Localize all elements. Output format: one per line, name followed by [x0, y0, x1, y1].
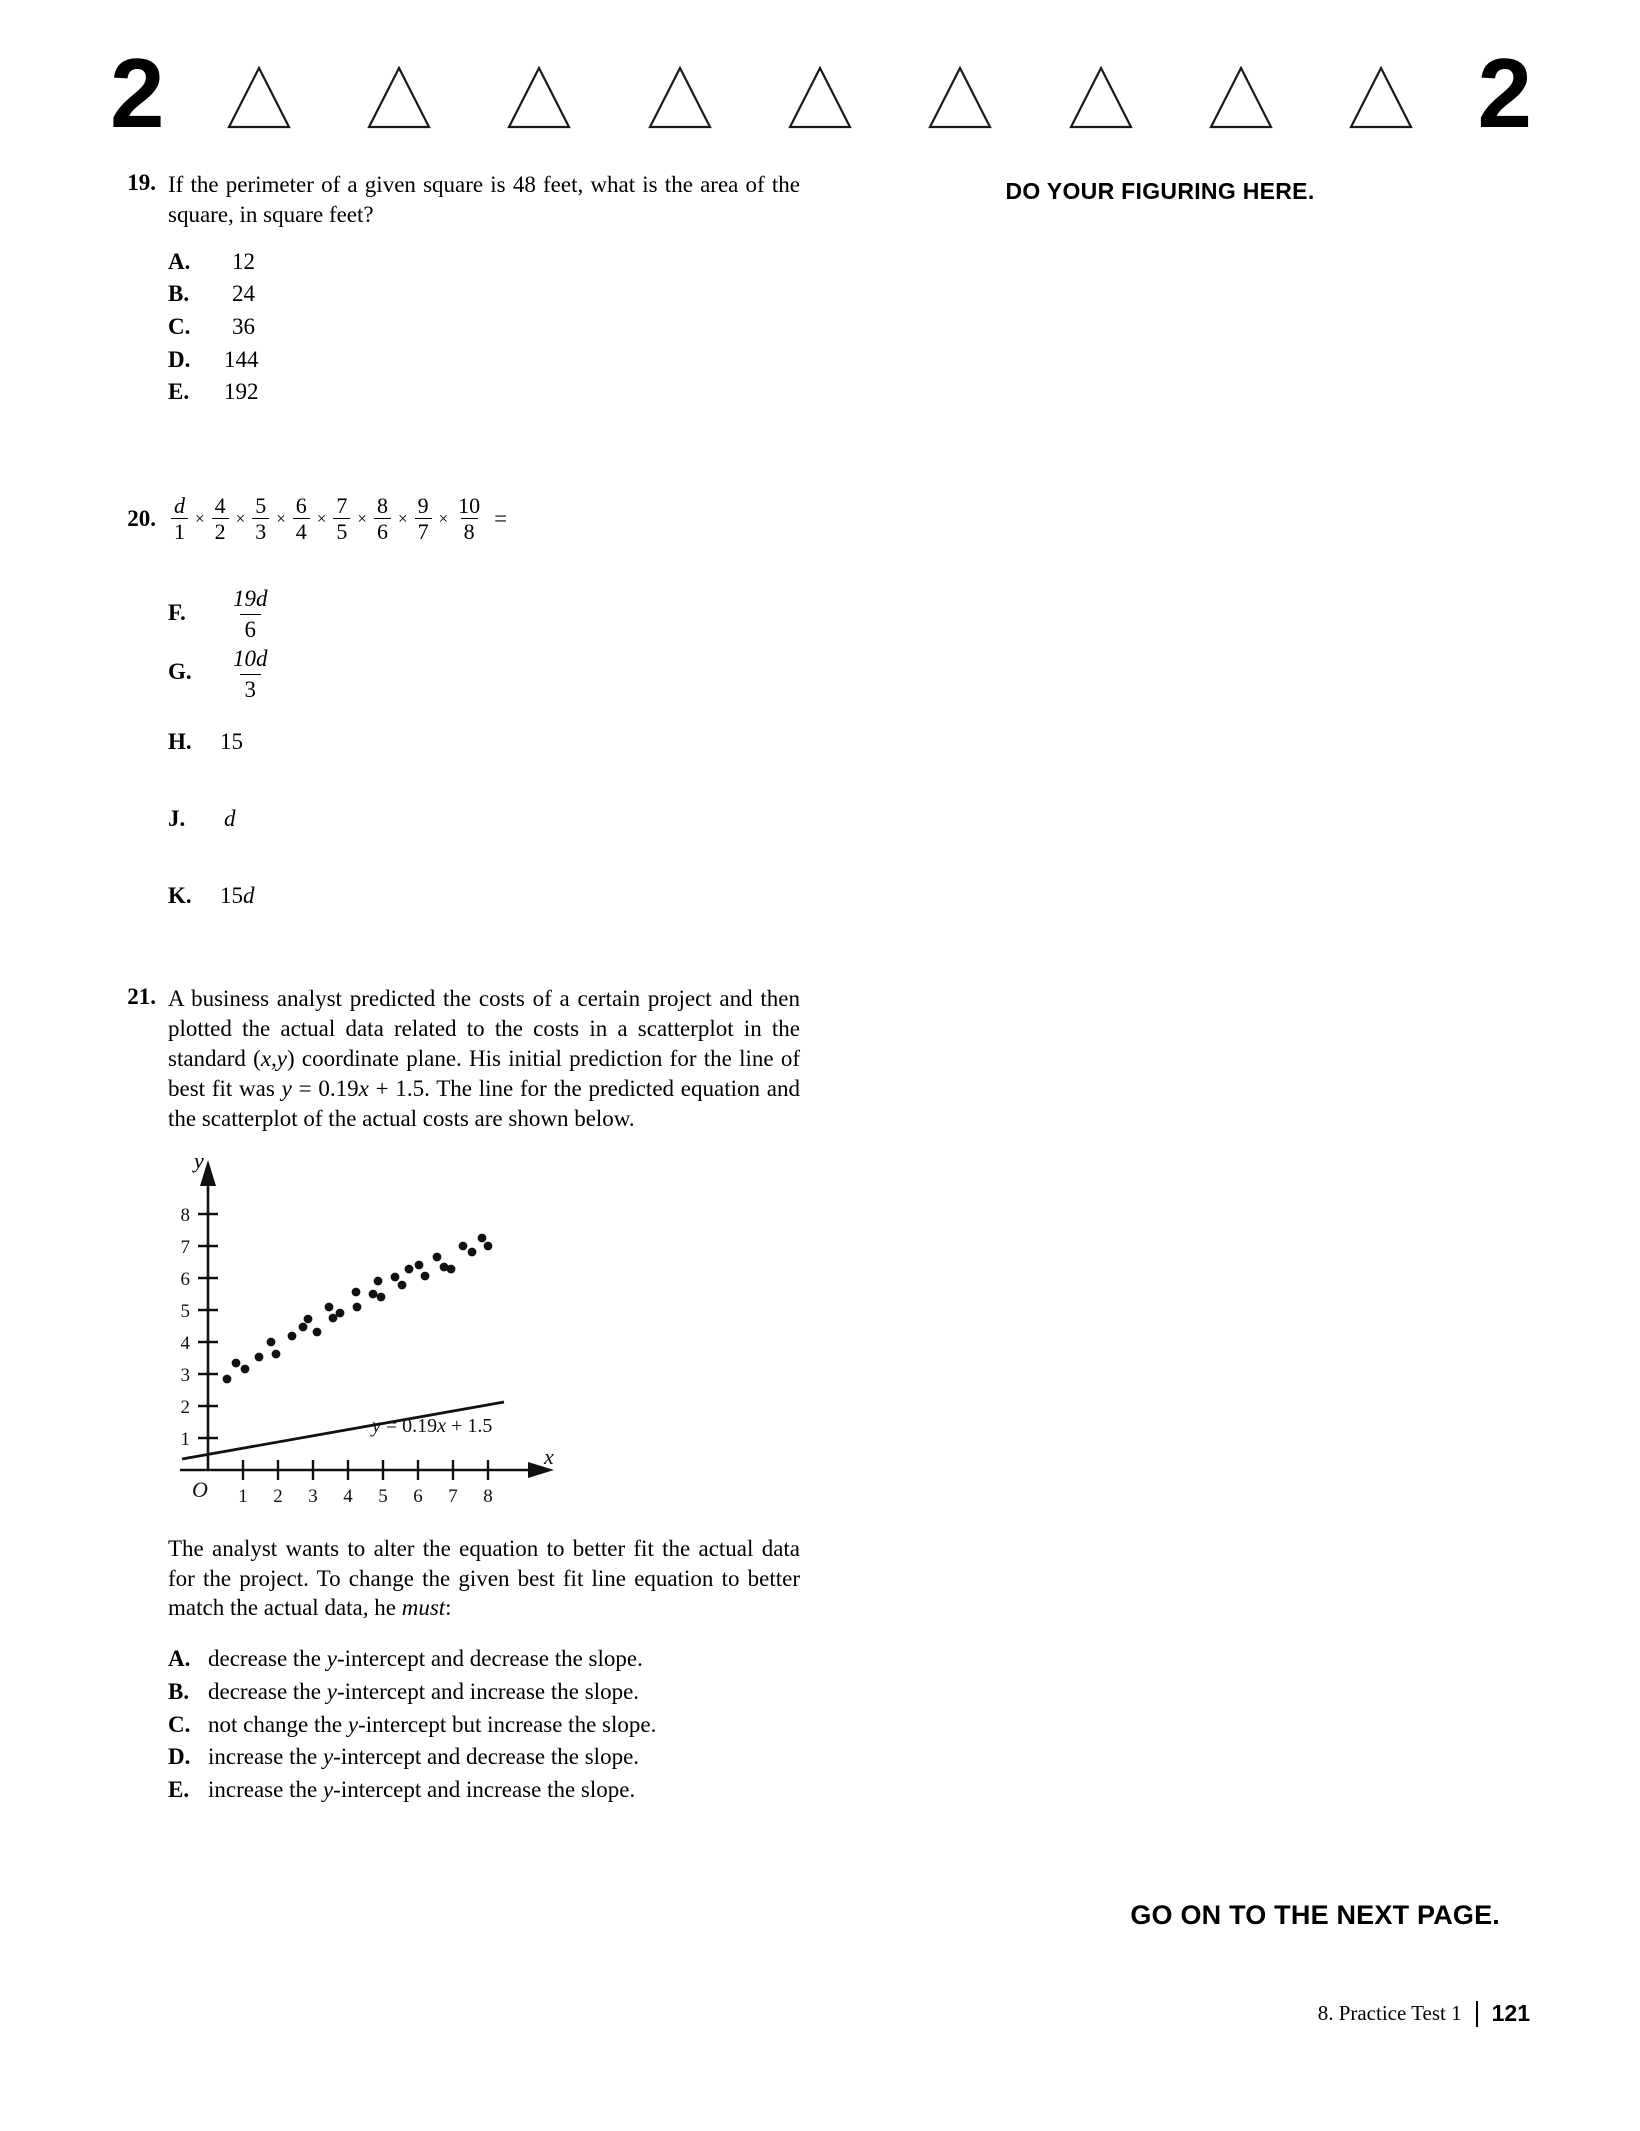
fraction-denominator: 5	[333, 518, 350, 543]
choice-letter: D.	[168, 1744, 191, 1770]
scatter-points	[223, 1233, 493, 1383]
choice-value: increase the y-intercept and increase the slope.	[208, 1776, 636, 1802]
triangle-icon	[1209, 65, 1273, 131]
fraction-numerator: 10d	[233, 645, 268, 671]
stem-eq-y: y	[281, 1075, 292, 1101]
choice-option[interactable]	[168, 1741, 800, 1774]
fraction-numerator: 6	[295, 493, 307, 519]
fraction-denominator: 7	[415, 518, 432, 543]
fraction-term	[333, 494, 350, 543]
svg-text:4: 4	[343, 1485, 353, 1507]
fraction-numerator: 7	[336, 493, 348, 519]
choice-value	[214, 583, 800, 643]
svg-text:6: 6	[413, 1485, 423, 1507]
choice-option[interactable]	[168, 726, 800, 759]
choice-letter: H.	[168, 729, 192, 755]
choice-letter: A.	[168, 248, 191, 274]
fraction-term	[171, 494, 188, 543]
choice-letter: E.	[168, 1776, 190, 1802]
scatterplot-figure	[168, 1147, 568, 1512]
question-20-expression	[168, 494, 800, 543]
choice-option[interactable]	[168, 246, 800, 279]
svg-text:2: 2	[180, 1396, 190, 1418]
choice-value: d	[224, 805, 236, 831]
choice-letter: C.	[168, 1711, 191, 1737]
fraction-numerator: d	[174, 493, 185, 519]
question-20	[110, 494, 800, 912]
triangle-icon	[1069, 65, 1133, 131]
choice-option[interactable]	[168, 1709, 800, 1742]
choice-value: decrease the y-intercept and increase the slope.	[208, 1679, 640, 1704]
choice-letter: C.	[168, 314, 191, 340]
page-footer	[1318, 2000, 1530, 2027]
choice-option[interactable]	[168, 278, 800, 311]
triangle-icon	[507, 65, 571, 131]
fraction-numerator: 10	[458, 493, 481, 519]
triangle-icon	[367, 65, 431, 131]
choice-letter: A.	[168, 1646, 191, 1672]
triangle-divider-row	[163, 65, 1478, 135]
fraction-term	[293, 494, 310, 543]
footer-page-number: 121	[1491, 2000, 1530, 2026]
fraction-denominator: 1	[171, 518, 188, 543]
choice-letter: D.	[168, 346, 191, 372]
choice-letter: B.	[168, 281, 190, 307]
multiply-sign: ×	[235, 508, 246, 528]
choice-option[interactable]	[168, 1676, 800, 1709]
fraction-numerator: 4	[214, 493, 226, 519]
choice-value: 15d	[220, 882, 255, 908]
question-21-number: 21.	[127, 984, 156, 1010]
svg-text:5: 5	[378, 1485, 388, 1507]
multiply-sign: ×	[195, 508, 205, 528]
triangle-icon	[1349, 65, 1413, 131]
triangle-icon	[227, 65, 291, 131]
choice-value: 144	[224, 346, 259, 372]
stem-text-part2: ) coordinate plane. His initial prediction for the line of best fit was	[168, 1046, 801, 1101]
question-21	[110, 984, 800, 1806]
origin-label: O	[192, 1476, 208, 1502]
fraction-numerator: 8	[376, 493, 388, 519]
followup-part1: The analyst wants to alter the equation to better fit the actual data for the project. To change the given best fit line equation to better match the actual data, he	[168, 1535, 800, 1621]
fraction-term	[212, 494, 229, 543]
choice-option[interactable]	[168, 803, 800, 836]
stem-eq-tail: + 1.5. The line for the predicted equation and the scatterplot of the actual costs are shown below.	[168, 1075, 800, 1131]
fraction-denominator: 4	[293, 518, 310, 543]
axis-title-x: x	[544, 1443, 554, 1469]
fraction-denominator: 8	[461, 518, 478, 543]
choice-option[interactable]	[168, 643, 800, 703]
choice-letter: E.	[168, 379, 190, 405]
y-axis-tick-labels	[181, 1205, 191, 1450]
footer-section-label: 8. Practice Test 1	[1317, 2001, 1462, 2025]
fraction-answer	[228, 646, 273, 703]
choice-letter: K.	[168, 882, 192, 908]
choice-option[interactable]	[168, 583, 800, 643]
choice-value: not change the y-intercept but increase the slope.	[208, 1711, 657, 1737]
choice-option[interactable]	[168, 344, 800, 377]
page-header	[110, 30, 1530, 148]
svg-text:7: 7	[180, 1236, 190, 1258]
choice-letter: F.	[168, 599, 186, 625]
multiply-sign: ×	[276, 508, 286, 528]
choice-letter: B.	[168, 1679, 190, 1704]
x-axis-tick-labels	[238, 1486, 493, 1507]
stem-text-part1: A business analyst predicted the costs of a certain project and then plotted the actual data related to the costs in a scatterplot in the standard (	[168, 986, 800, 1071]
svg-text:2: 2	[273, 1485, 283, 1507]
fraction-answer	[228, 586, 273, 643]
followup-part2: :	[445, 1595, 452, 1621]
followup-emphasis-must: must	[401, 1595, 446, 1621]
question-19-stem: If the perimeter of a given square is 48 feet, what is the area of the square, in square feet?	[168, 172, 800, 227]
fraction-term	[374, 494, 391, 543]
question-19-choices	[168, 246, 800, 409]
choice-option[interactable]	[168, 311, 800, 344]
stem-xy-pair: x,y	[260, 1046, 288, 1071]
scatterplot-svg	[168, 1152, 568, 1512]
choice-option[interactable]	[168, 1774, 800, 1807]
equals-sign: =	[494, 505, 508, 531]
go-on-next-page-note: GO ON TO THE NEXT PAGE.	[1130, 1900, 1500, 1930]
question-21-choices	[168, 1643, 800, 1806]
y-axis	[200, 1160, 216, 1470]
question-21-stem	[168, 984, 800, 1133]
choice-value: increase the y-intercept and decrease the slope.	[208, 1744, 640, 1770]
choice-value: 24	[232, 281, 255, 307]
choice-letter: J.	[168, 805, 186, 831]
svg-text:4: 4	[180, 1332, 190, 1354]
question-21-followup	[168, 1534, 800, 1624]
svg-text:8: 8	[180, 1204, 190, 1226]
question-20-number: 20.	[127, 506, 156, 532]
svg-text:3: 3	[180, 1364, 190, 1386]
choice-option[interactable]	[168, 880, 800, 913]
triangle-icon	[788, 65, 852, 131]
fraction-numerator: 5	[255, 493, 267, 519]
svg-text:1: 1	[180, 1428, 190, 1450]
variable-d: d	[243, 882, 255, 908]
svg-text:8: 8	[483, 1485, 493, 1507]
question-19	[110, 170, 800, 409]
question-19-number: 19.	[127, 170, 156, 195]
choice-value: 12	[232, 248, 255, 274]
fraction-numerator: 9	[417, 493, 429, 519]
stem-eq-rest: = 0.19	[291, 1075, 359, 1101]
figuring-area-heading: DO YOUR FIGURING HERE.	[1005, 178, 1315, 204]
fraction-denominator: 6	[240, 614, 262, 643]
multiply-sign: ×	[438, 508, 449, 528]
svg-text:1: 1	[238, 1485, 248, 1507]
fraction-numerator: 19d	[233, 586, 268, 612]
multiply-sign: ×	[316, 508, 327, 528]
question-20-choices	[168, 583, 800, 912]
fraction-denominator: 2	[212, 518, 229, 543]
choice-option[interactable]	[168, 376, 800, 409]
choice-value	[214, 643, 800, 703]
fraction-term	[415, 494, 432, 543]
choice-value: 192	[224, 379, 259, 405]
fraction-denominator: 3	[252, 518, 269, 543]
stem-eq-x: x	[358, 1075, 369, 1101]
section-number-right: 2	[1477, 37, 1530, 148]
choice-value: decrease the y-intercept and decrease the slope.	[208, 1646, 643, 1672]
choice-value: 15	[220, 729, 243, 755]
fraction-term	[455, 494, 483, 543]
footer-divider	[1476, 2001, 1478, 2027]
fraction-denominator: 6	[374, 518, 391, 543]
svg-text:3: 3	[308, 1485, 318, 1507]
line-equation-label: y = 0.19x + 1.5	[372, 1414, 493, 1437]
svg-text:5: 5	[180, 1300, 190, 1322]
fraction-denominator: 3	[240, 674, 262, 703]
choice-option[interactable]	[168, 1643, 800, 1676]
svg-text:6: 6	[180, 1268, 190, 1290]
fraction-term	[252, 494, 269, 543]
svg-text:7: 7	[448, 1485, 458, 1507]
section-number-left: 2	[110, 37, 163, 148]
triangle-icon	[648, 65, 712, 131]
axis-title-y-label: y	[194, 1147, 204, 1173]
multiply-sign: ×	[357, 508, 367, 528]
x-axis	[180, 1462, 554, 1478]
questions-column	[110, 170, 800, 1807]
multiply-sign: ×	[397, 508, 408, 528]
triangle-icon	[928, 65, 992, 131]
choice-value: 36	[232, 314, 255, 340]
choice-letter: G.	[168, 659, 192, 685]
